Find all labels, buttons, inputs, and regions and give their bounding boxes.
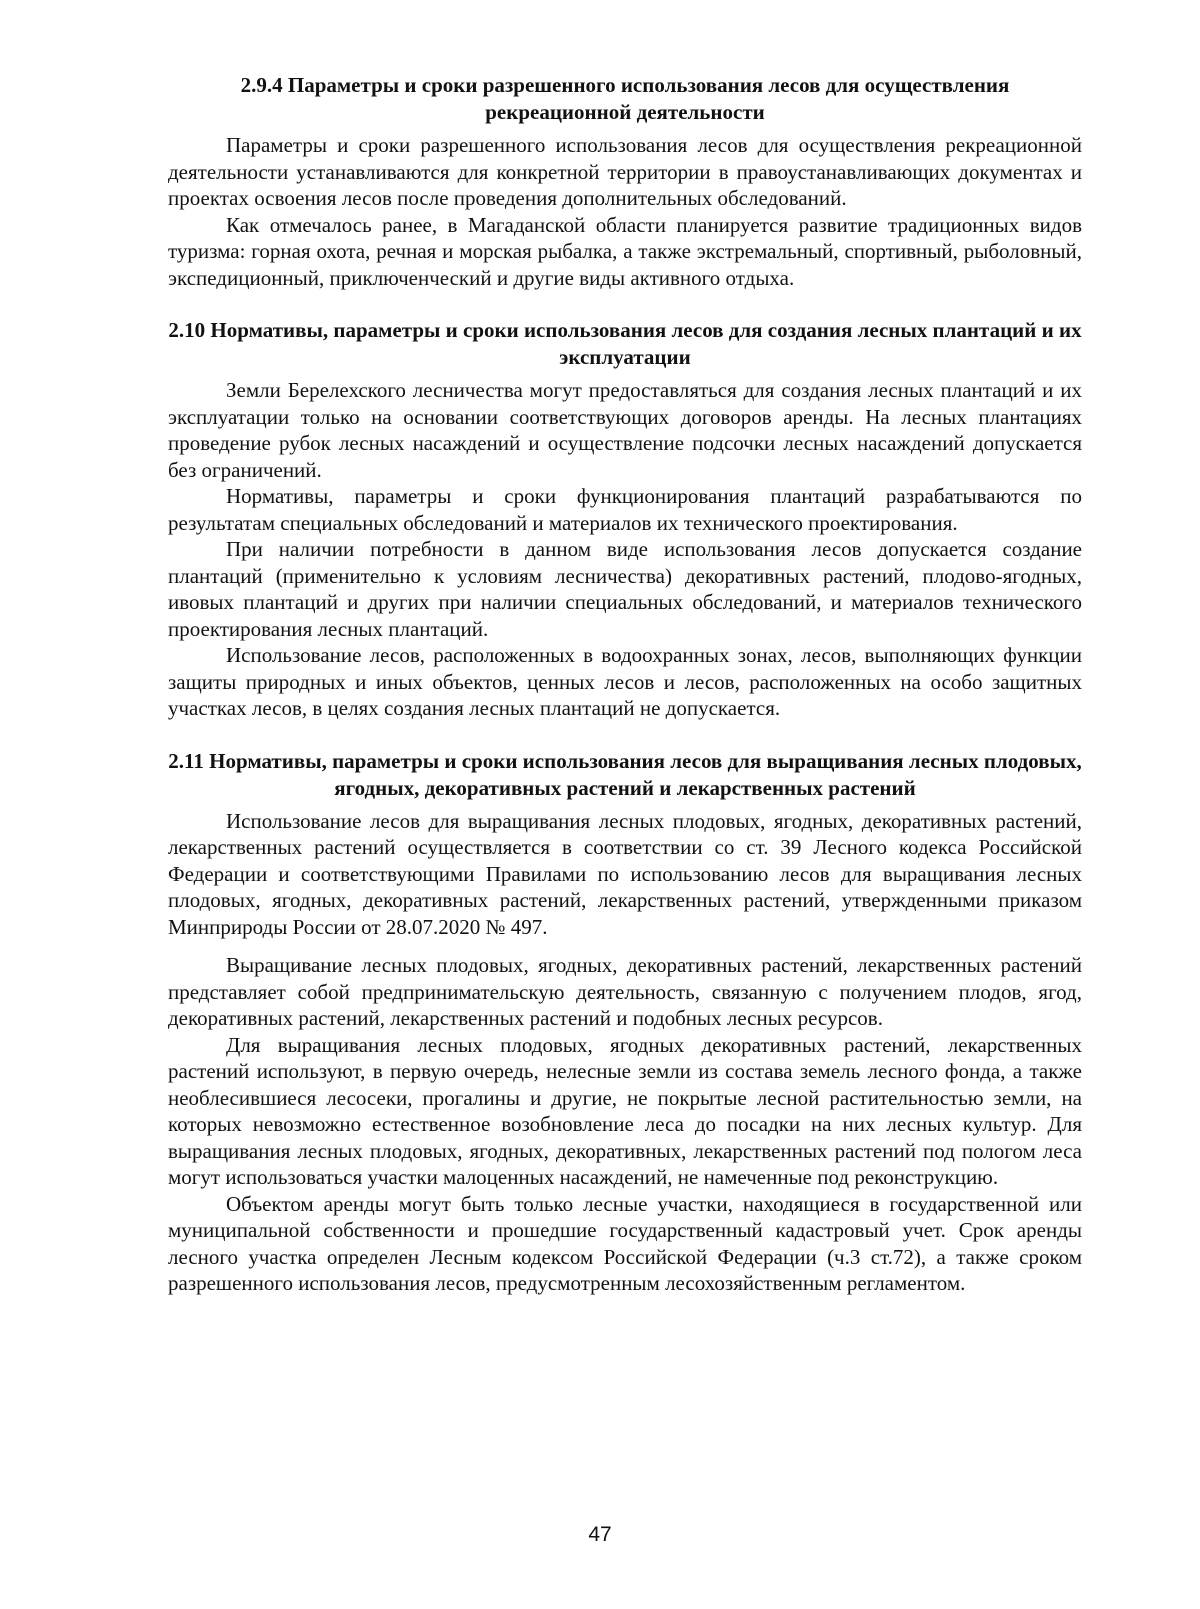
paragraph: Использование лесов для выращивания лесных плодовых, ягодных, декоративных растений, лекарственных растений осуществляется в соответствии со ст. 39 Лесного кодекса Российской Федерации и соответствующими Правилами по использованию лесов для выращивания лесных плодовых, ягодных, декоративных растений, лекарственных растений, утвержденными приказом Минприроды России от 28.07.2020 № 497. xyxy=(168,808,1082,939)
section-2-10 xyxy=(168,317,1082,722)
section-heading: 2.10 Нормативы, параметры и сроки использования лесов для создания лесных плантаций и их эксплуатации xyxy=(168,318,1082,369)
page-number: 47 xyxy=(588,1523,612,1546)
section-2-9-4 xyxy=(168,72,1082,291)
section-2-11 xyxy=(168,748,1082,1297)
paragraph: Нормативы, параметры и сроки функционирования плантаций разрабатываются по результатам специальных обследований и материалов их технического проектирования. xyxy=(168,484,1082,535)
paragraph: Использование лесов, расположенных в водоохранных зонах, лесов, выполняющих функции защиты природных и иных объектов, ценных лесов и лесов, расположенных на особо защитных участках лесов, в целях создания лесных плантаций не допускается. xyxy=(168,643,1082,720)
section-heading: 2.9.4 Параметры и сроки разрешенного использования лесов для осуществления рекреационной деятельности xyxy=(240,73,1010,124)
paragraph: Объектом аренды могут быть только лесные участки, находящиеся в государственной или муниципальной собственности и прошедшие государственный кадастровый учет. Срок аренды лесного участка определен Лесным кодексом Российской Федерации (ч.3 ст.72), а также сроком разрешенного использования лесов, предусмотренным лесохозяйственным регламентом. xyxy=(168,1191,1082,1295)
section-heading: 2.11 Нормативы, параметры и сроки использования лесов для выращивания лесных плодовых, ягодных, декоративных растений и лекарственных растений xyxy=(168,748,1082,800)
paragraph: При наличии потребности в данном виде использования лесов допускается создание плантаций (применительно к условиям лесничества) декоративных растений, плодово-ягодных, ивовых плантаций и других при наличии специальных обследований, и материалов технического проектирования лесных плантаций. xyxy=(168,537,1082,641)
paragraph: Параметры и сроки разрешенного использования лесов для осуществления рекреационной деятельности устанавливаются для конкретной территории в правоустанавливающих документах и проектах освоения лесов после проведения дополнительных обследований. xyxy=(168,133,1082,210)
paragraph: Выращивание лесных плодовых, ягодных, декоративных растений, лекарственных растений представляет собой предпринимательскую деятельность, связанную с получением плодов, ягод, декоративных растений, лекарственных растений и подобных лесных ресурсов. xyxy=(168,953,1082,1030)
paragraph: Земли Берелехского лесничества могут предоставляться для создания лесных плантаций и их эксплуатации только на основании соответствующих договоров аренды. На лесных плантациях проведение рубок лесных насаждений и осуществление подсочки лесных насаждений допускается без ограничений. xyxy=(168,378,1082,482)
paragraph: Для выращивания лесных плодовых, ягодных декоративных растений, лекарственных растений используют, в первую очередь, нелесные земли из состава земель лесного фонда, а также необлесившиеся лесосеки, прогалины и другие, не покрытые лесной растительностью земли, на которых невозможно естественное возобновление леса до посадки на них лесных культур. Для выращивания лесных плодовых, ягодных, декоративных, лекарственных растений под пологом леса могут использоваться участки малоценных насаждений, не намеченные под реконструкцию. xyxy=(168,1032,1082,1189)
paragraph: Как отмечалось ранее, в Магаданской области планируется развитие традиционных видов туризма: горная охота, речная и морская рыбалка, а также экстремальный, спортивный, рыболовный, экспедиционный, приключенческий и другие виды активного отдыха. xyxy=(168,212,1082,290)
